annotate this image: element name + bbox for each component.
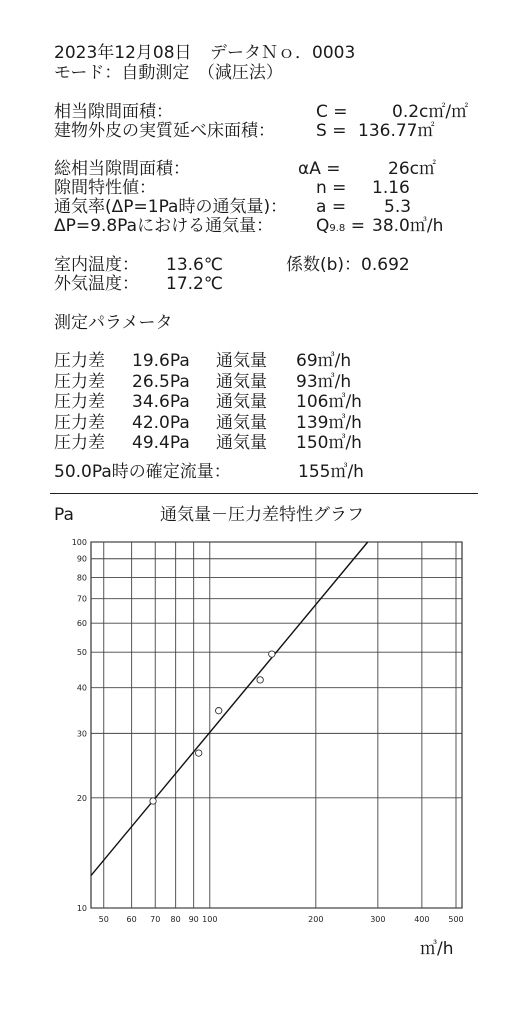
plot-frame [91, 542, 462, 908]
permeability-label: 通気率(ΔP=1Pa時の通気量)： [54, 197, 288, 217]
gap-characteristic-symbol: n = [316, 178, 347, 198]
flow-label-4: 通気量 [216, 412, 267, 433]
floor-area-value: 136.77㎡ [358, 121, 435, 141]
x-axis-unit-label: ㎥/h [420, 939, 454, 959]
pressure-diff-label-3: 圧力差 [54, 392, 105, 412]
gap-characteristic-value: 1.16 [372, 178, 410, 198]
total-gap-area-label: 総相当隙間面積： [54, 159, 190, 179]
flow-value-2: 93㎥/h [296, 371, 352, 392]
measurement-mode: モード：自動測定 （減圧法） [54, 63, 283, 83]
pressure-diff-value-2: 26.5Pa [132, 371, 190, 392]
y-tick-label-90: 90 [76, 554, 87, 564]
data-point-3 [216, 707, 222, 713]
measurement-date: 2023年12月08日 [54, 43, 192, 63]
x-tick-label-90: 90 [188, 915, 199, 924]
flow-label-2: 通気量 [216, 371, 267, 392]
y-tick-label-30: 30 [76, 729, 87, 739]
y-tick-label-60: 60 [76, 619, 87, 629]
flow-at-9-8pa-value: 38.0㎥/h [372, 216, 444, 236]
flow-symbol-equals: = [350, 216, 365, 236]
x-tick-label-300: 300 [370, 915, 386, 924]
equiv-gap-area-label: 相当隙間面積： [54, 102, 173, 122]
pressure-diff-label-2: 圧力差 [54, 371, 105, 392]
total-gap-area-symbol: αA = [298, 159, 341, 179]
pressure-diff-value-5: 49.4Pa [132, 433, 190, 453]
floor-area-label: 建物外皮の実質延べ床面積： [54, 121, 275, 141]
x-tick-label-500: 500 [448, 915, 464, 924]
coefficient-b: 係数(b)：0.692 [286, 255, 410, 275]
pressure-diff-label-1: 圧力差 [54, 351, 105, 371]
data-point-4 [257, 677, 263, 683]
x-tick-label-50: 50 [98, 915, 109, 924]
flow-value-5: 150㎥/h [296, 433, 362, 453]
chart-title: 通気量－圧力差特性グラフ [160, 505, 364, 525]
pressure-diff-label-4: 圧力差 [54, 412, 105, 433]
params-title: 測定パラメータ [54, 313, 173, 333]
pressure-diff-label-5: 圧力差 [54, 433, 105, 453]
flow-at-9-8pa-label: ΔP=9.8Paにおける通気量： [54, 216, 274, 236]
y-tick-label-50: 50 [76, 648, 87, 658]
flow-at-9-8pa-symbol [316, 217, 365, 238]
x-tick-label-200: 200 [308, 915, 324, 924]
fit-line [91, 542, 368, 876]
flow-value-3: 106㎥/h [296, 392, 362, 412]
section-divider [50, 493, 478, 494]
data-point-5 [269, 651, 275, 657]
x-tick-label-70: 70 [150, 915, 161, 924]
flow-label-3: 通気量 [216, 392, 267, 412]
pressure-diff-value-4: 42.0Pa [132, 412, 190, 433]
outdoor-temp-value: 17.2℃ [166, 274, 223, 294]
y-tick-label-20: 20 [76, 793, 87, 803]
flow-label-1: 通気量 [216, 351, 267, 371]
y-axis-unit-label: Pa [54, 505, 74, 525]
indoor-temp-value: 13.6℃ [166, 255, 223, 275]
y-tick-label-40: 40 [76, 683, 87, 693]
x-tick-label-400: 400 [414, 915, 430, 924]
flow-label-5: 通気量 [216, 433, 267, 453]
confirmed-flow-label: 50.0Pa時の確定流量： [54, 462, 231, 482]
data-point-2 [195, 750, 201, 756]
permeability-value: 5.3 [384, 197, 412, 217]
data-number: データＮｏ．0003 [210, 43, 356, 63]
confirmed-flow-value: 155㎥/h [298, 462, 364, 482]
flow-value-1: 69㎥/h [296, 351, 352, 371]
y-tick-label-10: 10 [76, 904, 87, 913]
outdoor-temp-label: 外気温度： [54, 274, 139, 294]
indoor-temp-label: 室内温度： [54, 255, 139, 275]
total-gap-area-value: 26c㎡ [388, 159, 436, 179]
floor-area-symbol: S = [316, 121, 347, 141]
y-tick-label-80: 80 [76, 573, 87, 583]
pressure-diff-value-3: 34.6Pa [132, 392, 190, 412]
x-tick-label-100: 100 [202, 915, 218, 924]
y-tick-label-70: 70 [76, 594, 87, 604]
x-tick-label-80: 80 [170, 915, 181, 924]
equiv-gap-area-value: 0.2c㎡/㎡ [392, 102, 469, 122]
y-tick-label-100: 100 [71, 538, 87, 547]
flow-symbol-subscript: 9.8 [329, 223, 346, 234]
data-point-1 [150, 798, 156, 804]
gap-characteristic-label: 隙間特性値： [54, 178, 156, 198]
x-tick-label-60: 60 [126, 915, 137, 924]
flow-symbol-q: Q [316, 216, 330, 236]
equiv-gap-area-symbol: C = [316, 102, 348, 122]
permeability-symbol: a = [316, 197, 347, 217]
pressure-diff-value-1: 19.6Pa [132, 351, 190, 371]
flow-pressure-chart [0, 530, 530, 930]
flow-value-4: 139㎥/h [296, 412, 362, 433]
